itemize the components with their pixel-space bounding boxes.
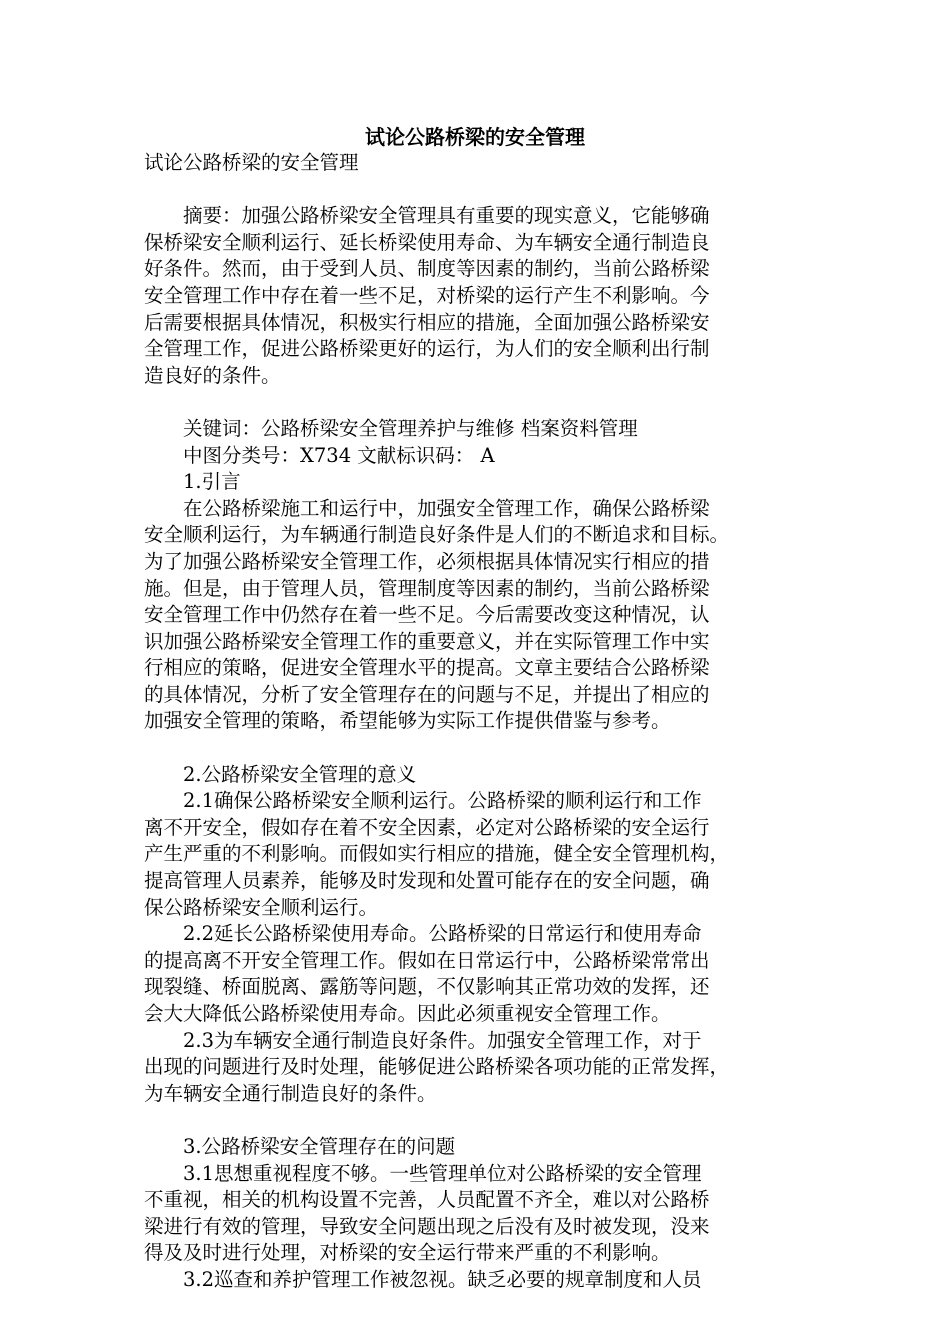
text-line: 施。但是，由于管理人员，管理制度等因素的制约，当前公路桥梁 [144, 576, 710, 600]
text-line: 好条件。然而，由于受到人员、制度等因素的制约，当前公路桥梁 [144, 257, 710, 281]
text-line: 安全管理工作中仍然存在着一些不足。今后需要改变这种情况，认 [144, 603, 710, 627]
document-body [144, 150, 812, 1294]
text-line: 全管理工作，促进公路桥梁更好的运行，为人们的安全顺利出行制 [144, 337, 710, 361]
text-line: 1.引言 [144, 470, 241, 494]
text-line: 安全顺利运行，为车辆通行制造良好条件是人们的不断追求和目标。 [144, 523, 730, 547]
text-line: 保桥梁安全顺利运行、延长桥梁使用寿命、为车辆安全通行制造良 [144, 230, 710, 254]
text-line: 离不开安全，假如存在着不安全因素，必定对公路桥梁的安全运行 [144, 815, 710, 839]
text-line: 3.2巡查和养护管理工作被忽视。缺乏必要的规章制度和人员 [144, 1267, 702, 1291]
text-line: 保公路桥梁安全顺利运行。 [144, 895, 379, 919]
text-line: 为了加强公路桥梁安全管理工作，必须根据具体情况实行相应的措 [144, 549, 710, 573]
text-line: 出现的问题进行及时处理，能够促进公路桥梁各项功能的正常发挥， [144, 1055, 730, 1079]
blank-line [144, 177, 812, 204]
text-line: 2.公路桥梁安全管理的意义 [144, 762, 417, 786]
text-line: 3.1思想重视程度不够。一些管理单位对公路桥梁的安全管理 [144, 1161, 702, 1185]
blank-line [144, 1107, 812, 1134]
text-line: 2.1确保公路桥梁安全顺利运行。公路桥梁的顺利运行和工作 [144, 789, 702, 813]
text-line: 加强安全管理的策略，希望能够为实际工作提供借鉴与参考。 [144, 709, 671, 733]
text-line: 的提高离不开安全管理工作。假如在日常运行中，公路桥梁常常出 [144, 948, 710, 972]
text-line: 中图分类号：X734 文献标识码： A [144, 443, 495, 467]
document-title: 试论公路桥梁的安全管理 [365, 125, 585, 149]
text-line: 为车辆安全通行制造良好的条件。 [144, 1081, 437, 1105]
text-line: 产生严重的不利影响。而假如实行相应的措施，健全安全管理机构， [144, 842, 730, 866]
text-line: 的具体情况，分析了安全管理存在的问题与不足，并提出了相应的 [144, 682, 710, 706]
text-line: 试论公路桥梁的安全管理 [144, 151, 359, 174]
text-line: 识加强公路桥梁安全管理工作的重要意义，并在实际管理工作中实 [144, 629, 710, 653]
text-line: 梁进行有效的管理，导致安全问题出现之后没有及时被发现，没来 [144, 1214, 710, 1238]
text-line: 关键词：公路桥梁安全管理养护与维修 档案资料管理 [144, 416, 638, 440]
text-line: 现裂缝、桥面脱离、露筋等问题，不仅影响其正常功效的发挥，还 [144, 975, 710, 999]
text-line: 造良好的条件。 [144, 363, 281, 387]
text-line: 在公路桥梁施工和运行中，加强安全管理工作，确保公路桥梁 [144, 496, 710, 520]
text-line: 2.3为车辆安全通行制造良好条件。加强安全管理工作，对于 [144, 1028, 702, 1052]
text-line: 行相应的策略，促进安全管理水平的提高。文章主要结合公路桥梁 [144, 656, 710, 680]
text-line: 会大大降低公路桥梁使用寿命。因此必须重视安全管理工作。 [144, 1002, 671, 1025]
blank-line [144, 389, 812, 416]
text-line: 不重视，相关的机构设置不完善，人员配置不齐全，难以对公路桥 [144, 1188, 710, 1212]
text-line: 摘要：加强公路桥梁安全管理具有重要的现实意义，它能够确 [144, 204, 710, 228]
text-line: 提高管理人员素养，能够及时发现和处置可能存在的安全问题，确 [144, 869, 710, 893]
text-line: 2.2延长公路桥梁使用寿命。公路桥梁的日常运行和使用寿命 [144, 922, 702, 946]
text-line: 得及及时进行处理，对桥梁的安全运行带来严重的不利影响。 [144, 1241, 671, 1265]
blank-line [144, 735, 812, 762]
text-line: 安全管理工作中存在着一些不足，对桥梁的运行产生不利影响。今 [144, 283, 710, 307]
text-line: 后需要根据具体情况，积极实行相应的措施，全面加强公路桥梁安 [144, 310, 710, 334]
text-line: 3.公路桥梁安全管理存在的问题 [144, 1134, 456, 1158]
